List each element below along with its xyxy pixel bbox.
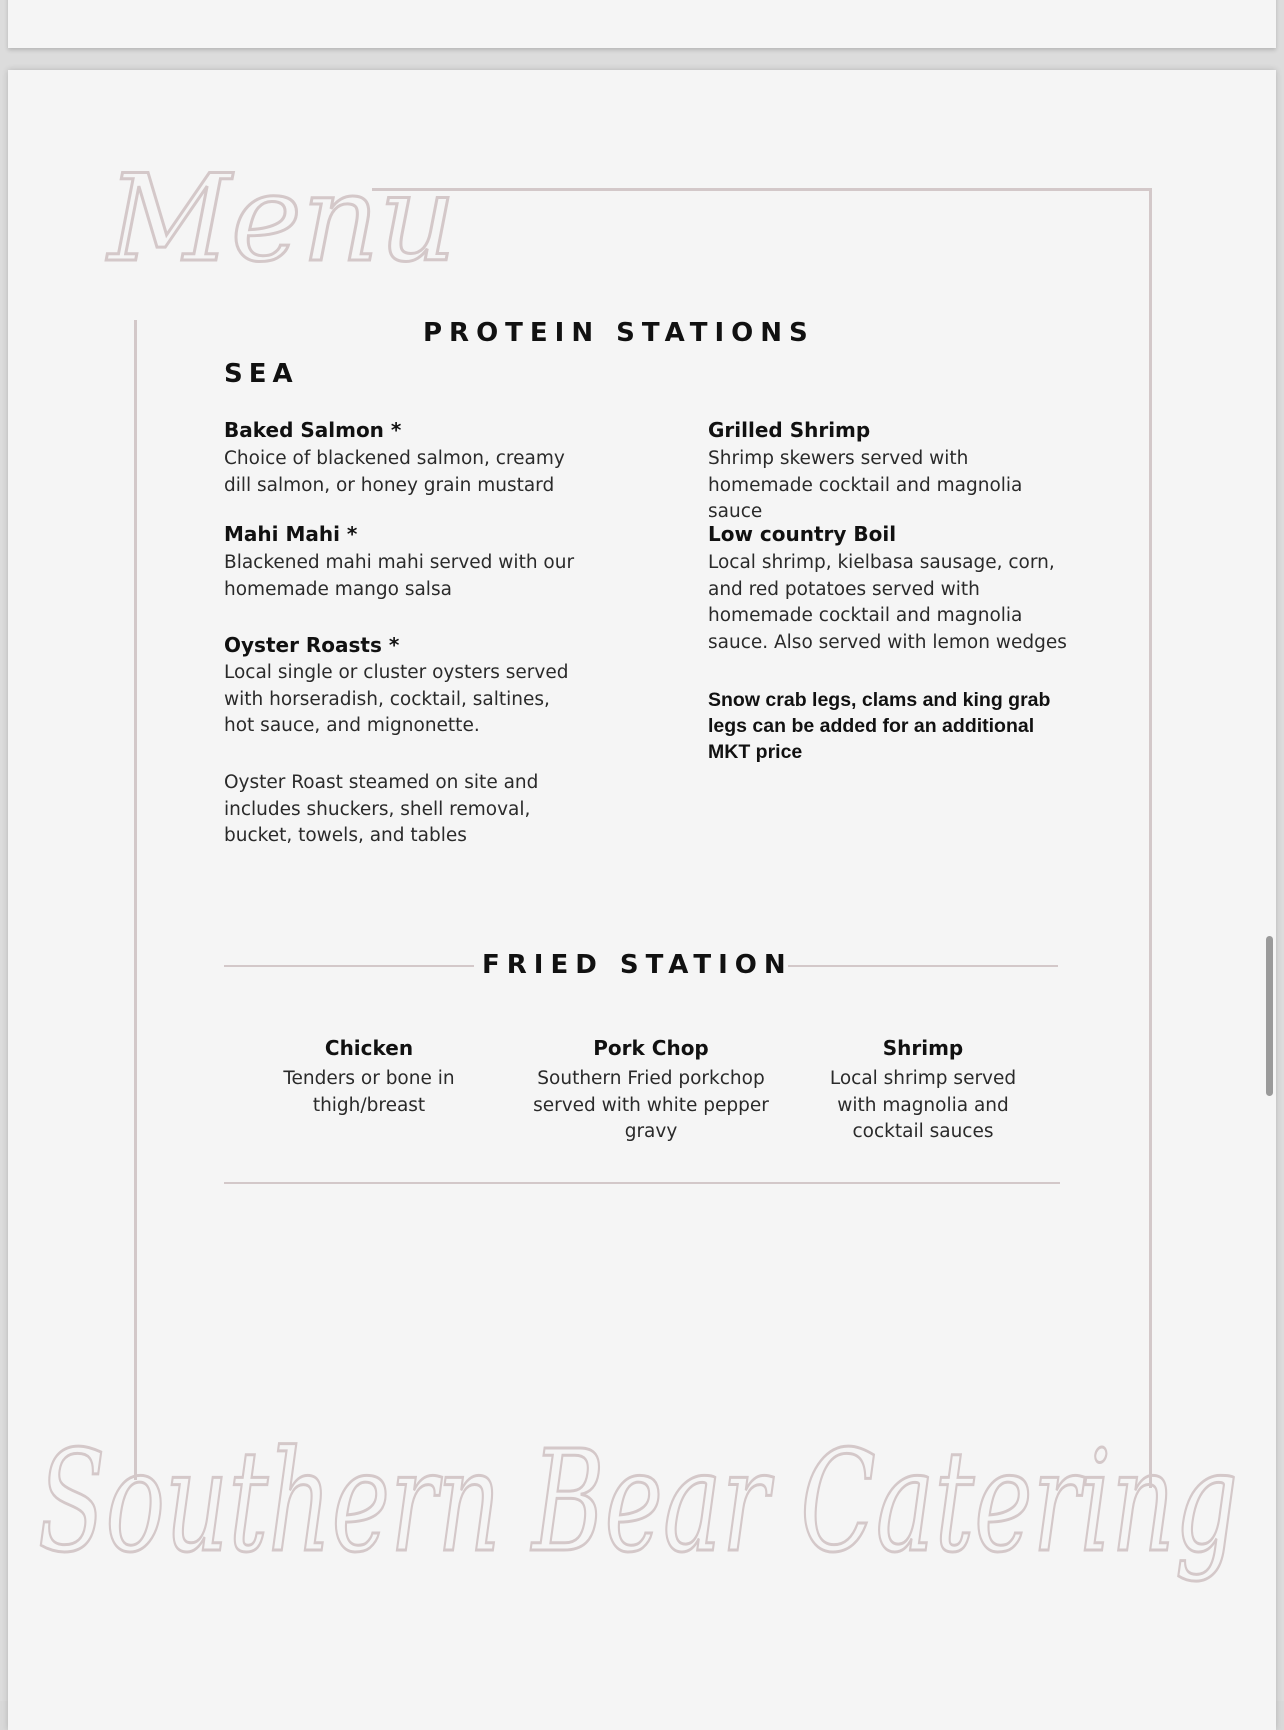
protein-stations-heading: PROTEIN STATIONS xyxy=(423,318,815,348)
fried-item-title: Shrimp xyxy=(882,1036,964,1060)
item-title-low-country-boil: Low country Boil xyxy=(708,522,897,546)
fried-rule-bottom xyxy=(224,1182,1060,1184)
frame-line-left xyxy=(134,320,137,1480)
fried-item-shrimp xyxy=(808,1036,1038,1146)
fried-item-chicken xyxy=(259,1036,479,1119)
frame-line-top xyxy=(372,188,1152,191)
sea-heading: SEA xyxy=(224,359,299,389)
item-title-grilled-shrimp: Grilled Shrimp xyxy=(708,418,871,442)
item-desc-mahi-mahi: Blackened mahi mahi served with our homemade mango salsa xyxy=(224,552,575,600)
fried-rule-left xyxy=(224,965,474,967)
item-desc-low-country-boil: Local shrimp, kielbasa sausage, corn, and red potatoes served with homemade cocktail and magnolia sauce. Also served with lemon wedges xyxy=(708,552,1067,653)
addon-note: Snow crab legs, clams and king grab legs can be added for an additional MKT price xyxy=(708,689,1051,763)
brand-name-text: Southern Bear Catering xyxy=(38,1421,1238,1584)
previous-page xyxy=(8,0,1276,48)
fried-rule-right xyxy=(788,965,1058,967)
menu-title-text: Menu xyxy=(108,150,457,289)
fried-station-heading: FRIED STATION xyxy=(482,950,793,980)
fried-item-pork-chop xyxy=(526,1036,776,1146)
scrollbar-thumb[interactable] xyxy=(1266,936,1273,1096)
brand-script xyxy=(28,1390,1268,1630)
fried-item-desc: Local shrimp served with magnolia and cocktail sauces xyxy=(829,1068,1017,1142)
item-title-oyster-roasts: Oyster Roasts * xyxy=(224,633,400,657)
item-desc-baked-salmon: Choice of blackened salmon, creamy dill salmon, or honey grain mustard xyxy=(224,448,565,496)
fried-item-title: Chicken xyxy=(324,1036,414,1060)
oyster-roast-note: Oyster Roast steamed on site and includes shuckers, shell removal, bucket, towels, and tables xyxy=(224,772,539,846)
item-desc-grilled-shrimp: Shrimp skewers served with homemade cocktail and magnolia sauce xyxy=(708,448,1023,522)
fried-item-desc: Tenders or bone in thigh/breast xyxy=(283,1068,455,1116)
fried-item-title: Pork Chop xyxy=(593,1036,709,1060)
item-title-baked-salmon: Baked Salmon * xyxy=(224,418,402,442)
fried-item-desc: Southern Fried porkchop served with white pepper gravy xyxy=(533,1068,769,1142)
menu-page xyxy=(8,70,1276,1730)
item-desc-oyster-roasts: Local single or cluster oysters served with horseradish, cocktail, saltines, hot sauce, and mignonette. xyxy=(224,662,569,736)
frame-line-right xyxy=(1149,188,1152,1488)
menu-script-title xyxy=(98,130,457,310)
item-title-mahi-mahi: Mahi Mahi * xyxy=(224,522,358,546)
